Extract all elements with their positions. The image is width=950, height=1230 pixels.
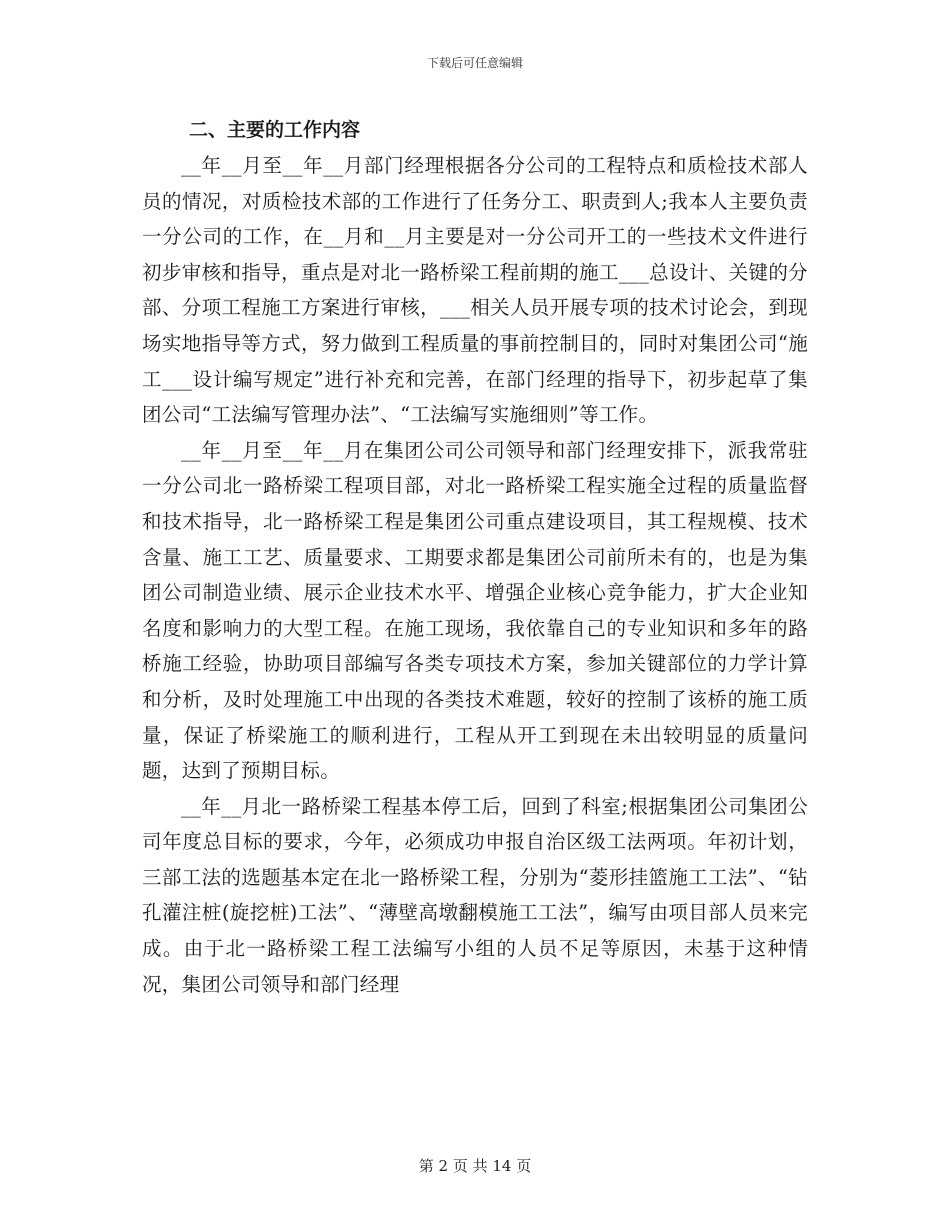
section-title: 二、主要的工作内容 <box>189 119 361 141</box>
document-body <box>142 112 808 1002</box>
paragraph-1: __年__月至__年__月部门经理根据各分公司的工程特点和质检技术部人员的情况，对质检技术部的工作进行了任务分工、职责到人;我本人主要负责一分公司的工作，在__月和__月主要是对一分公司开工的一些技术文件进行初步审核和指导，重点是对北一路桥梁工程前期的施工___总设计、关键的分部、分项工程施工方案进行审核，___相关人员开展专项的技术讨论会，到现场实地指导等方式，努力做到工程质量的事前控制目的，同时对集团公司“施工___设计编写规定”进行补充和完善，在部门经理的指导下，初步起草了集团公司“工法编写管理办法”、“工法编写实施细则”等工作。 <box>142 154 808 427</box>
page-footer: 第 2 页 共 14 页 <box>418 1157 532 1175</box>
paragraph-2: __年__月至__年__月在集团公司公司领导和部门经理安排下，派我常驻一分公司北一路桥梁工程项目部，对北一路桥梁工程实施全过程的质量监督和技术指导，北一路桥梁工程是集团公司重点建设项目，其工程规模、技术含量、施工工艺、质量要求、工期要求都是集团公司前所未有的，也是为集团公司制造业绩、展示企业技术水平、增强企业核心竞争能力，扩大企业知名度和影响力的大型工程。在施工现场，我依靠自己的专业知识和多年的路桥施工经验，协助项目部编写各类专项技术方案，参加关键部位的力学计算和分析，及时处理施工中出现的各类技术难题，较好的控制了该桥的施工质量，保证了桥梁施工的顺利进行，工程从开工到现在未出较明显的质量问题，达到了预期目标。 <box>142 438 808 783</box>
paragraph-3: __年__月北一路桥梁工程基本停工后，回到了科室;根据集团公司集团公司年度总目标的要求，今年，必须成功申报自治区级工法两项。年初计划，三部工法的选题基本定在北一路桥梁工程，分别为“菱形挂篮施工工法”、“钻孔灌注桩(旋挖桩)工法”、“薄壁高墩翻模施工工法”，编写由项目部人员来完成。由于北一路桥梁工程工法编写小组的人员不足等原因，未基于这种情况，集团公司领导和部门经理 <box>142 794 808 996</box>
page-header: 下载后可任意编辑 <box>426 56 523 70</box>
